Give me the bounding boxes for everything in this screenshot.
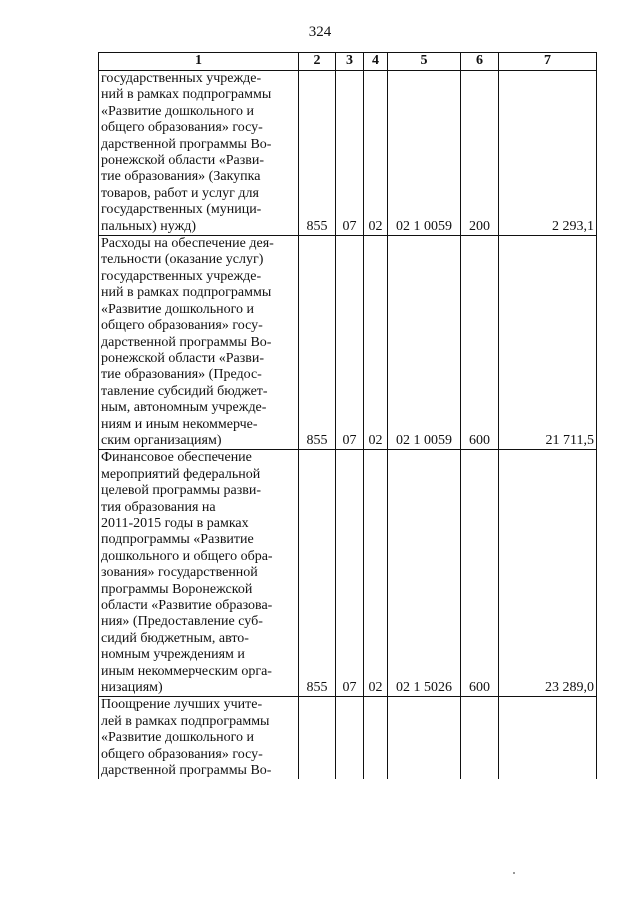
column-header: 1: [99, 53, 299, 71]
row-description: Расходы на обеспечение дея- тельности (оказание услуг) государственных учрежде- ний в рамках подпрограммы «Развитие дошкольного и общего образования» госу- дарственной программы Во- ронежской области «Разви- тие образования» (Предос- тавление субсидий бюджет- ным, автономным учрежде- ниям и иным некоммерче- ским организациям): [99, 236, 299, 450]
expense-type-code: 600: [461, 236, 499, 450]
amount: 2 293,1: [499, 71, 597, 236]
column-header: 4: [364, 53, 388, 71]
row-description: Финансовое обеспечение мероприятий федеральной целевой программы разви- тия образования на 2011-2015 годы в рамках подпрограммы «Развитие дошкольного и общего обра- зования» государственной программы Воронежской области «Развитие образова- ния» (Предоставление суб- сидий бюджетным, авто- номным учреждениям и иным некоммерческим орга- низациям): [99, 450, 299, 697]
scan-speck: [513, 872, 515, 874]
subsection-code: 02: [364, 71, 388, 236]
expense-type-code: [461, 697, 499, 780]
table-row: [99, 697, 597, 780]
target-article-code: [388, 697, 461, 780]
header-row: [99, 53, 597, 71]
table-row: [99, 450, 597, 697]
expense-type-code: 200: [461, 71, 499, 236]
amount: 21 711,5: [499, 236, 597, 450]
amount: 23 289,0: [499, 450, 597, 697]
subsection-code: 02: [364, 450, 388, 697]
row-description: Поощрение лучших учите- лей в рамках подпрограммы «Развитие дошкольного и общего образования» госу- дарственной программы Во-: [99, 697, 299, 780]
column-header: 3: [336, 53, 364, 71]
ministry-code: 855: [299, 71, 336, 236]
ministry-code: 855: [299, 450, 336, 697]
section-code: 07: [336, 236, 364, 450]
column-header: 2: [299, 53, 336, 71]
table-row: [99, 71, 597, 236]
target-article-code: 02 1 0059: [388, 236, 461, 450]
ministry-code: [299, 697, 336, 780]
amount: [499, 697, 597, 780]
subsection-code: 02: [364, 236, 388, 450]
section-code: 07: [336, 450, 364, 697]
page-number: 324: [308, 24, 332, 40]
ministry-code: 855: [299, 236, 336, 450]
budget-table: [98, 52, 597, 779]
target-article-code: 02 1 0059: [388, 71, 461, 236]
target-article-code: 02 1 5026: [388, 450, 461, 697]
subsection-code: [364, 697, 388, 780]
column-header: 6: [461, 53, 499, 71]
section-code: 07: [336, 71, 364, 236]
expense-type-code: 600: [461, 450, 499, 697]
row-description: государственных учрежде- ний в рамках подпрограммы «Развитие дошкольного и общего образования» госу- дарственной программы Во- ронежской области «Разви- тие образования» (Закупка товаров, работ и услуг для государственных (муници- пальных) нужд): [99, 71, 299, 236]
column-header: 7: [499, 53, 597, 71]
table-row: [99, 236, 597, 450]
column-header: 5: [388, 53, 461, 71]
section-code: [336, 697, 364, 780]
